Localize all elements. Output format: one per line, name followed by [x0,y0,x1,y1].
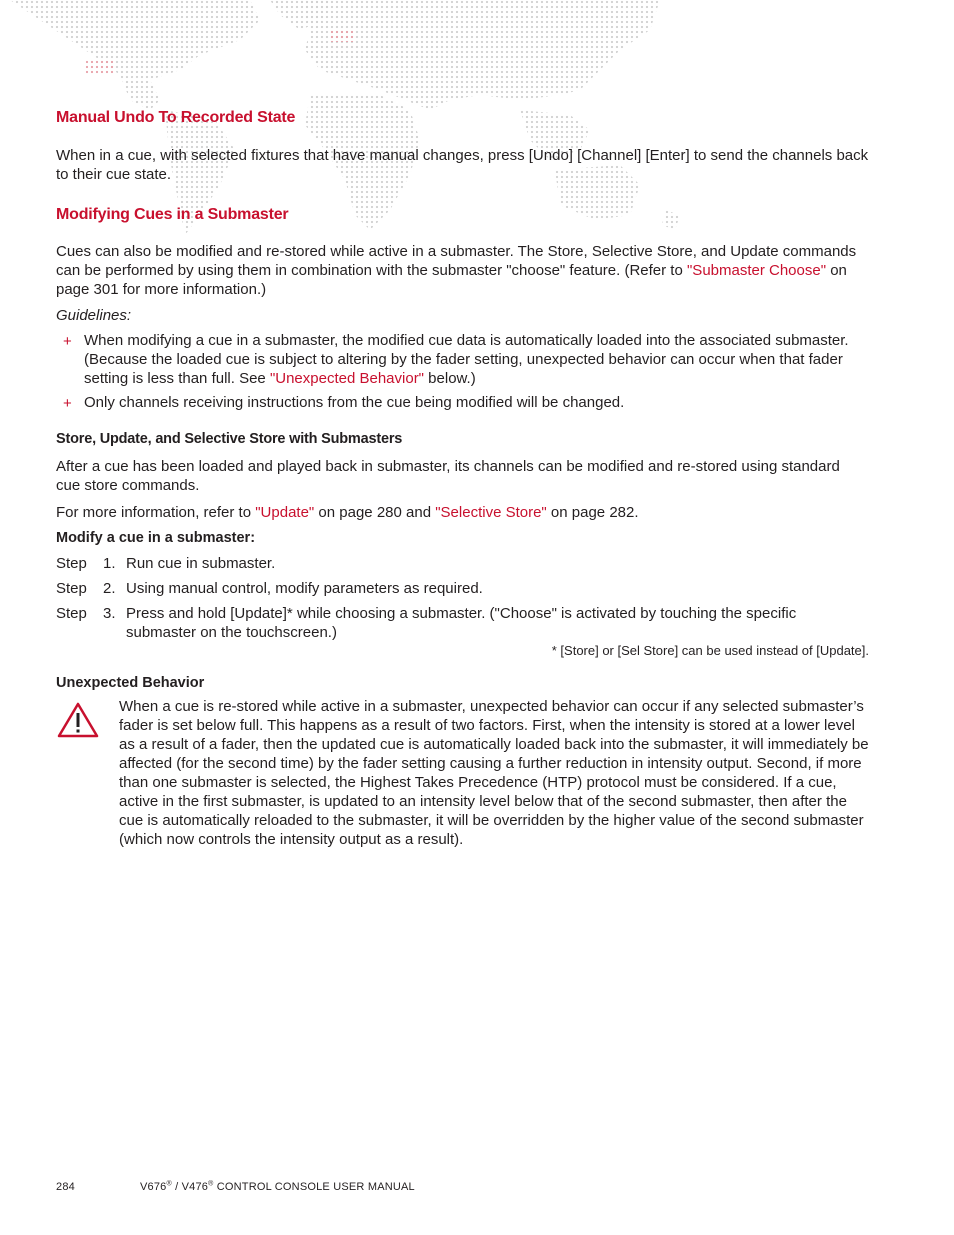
step-label: Step [56,555,87,572]
guideline-item-1: When modifying a cue in a submaster, the modified cue data is automatically loaded into the associated submaster. (Because the loaded cue is subject to altering by the fader setting, unexpected behavior can occur when that fader setting is less than full. See "Unexpected Behavior" below.) [84,332,849,387]
manual-undo-paragraph: When in a cue, with selected fixtures that have manual changes, press [Undo] [Channel] [Enter] to send the channels back to their cue state. [56,147,869,183]
guidelines-label: Guidelines: [56,307,132,324]
step-text: Using manual control, modify parameters as required. [126,580,483,597]
warning-triangle-icon [57,702,99,738]
section-heading-modifying-cues: Modifying Cues in a Submaster [56,206,289,223]
section-heading-unexpected-behavior: Unexpected Behavior [56,675,205,691]
page-number: 284 [56,1181,75,1193]
section-heading-manual-undo: Manual Undo To Recorded State [56,109,296,126]
step-label: Step [56,580,87,597]
step-text: Press and hold [Update]* while choosing a submaster. ("Choose" is activated by touching the specific submaster on the touchscreen.) [126,605,797,641]
submaster-choose-link[interactable]: "Submaster Choose" [686,262,827,279]
step-number: 2. [103,580,116,597]
step-number: 1. [103,555,116,572]
bullet-plus-icon: + [63,333,72,350]
manual-title: V676® / V476® CONTROL CONSOLE USER MANUAL [140,1180,415,1193]
step-number: 3. [103,605,116,622]
update-link[interactable]: "Update" [255,504,315,521]
bullet-plus-icon: + [63,395,72,412]
section-heading-store-update: Store, Update, and Selective Store with Submasters [56,431,403,447]
footnote: * [Store] or [Sel Store] can be used instead of [Update]. [551,643,869,658]
unexpected-behavior-paragraph: When a cue is re-stored while active in a submaster, unexpected behavior can occur if any selected submaster’s fader is set below full. This happens as a result of two factors. First, when the intensity is stored at a lower level as a result of a fader, then the updated cue is automatically loaded back into the submaster, it will immediately be affected (for the second time) by the fader setting causing a further reduction in intensity output. Second, if more than one submaster is selected, the Highest Takes Precedence (HTP) protocol must be considered. If a cue, active in the first submaster, is updated to an intensity level below that of the second submaster, then after the cue is automatically reloaded to the submaster, it will be overridden by the higher value of the second submaster (which now controls the intensity output as a result). [119,698,869,848]
step-text: Run cue in submaster. [126,555,276,572]
selective-store-link[interactable]: "Selective Store" [435,504,547,521]
procedure-title: Modify a cue in a submaster: [56,530,256,546]
more-info-reference: For more information, refer to "Update" on page 280 and "Selective Store" on page 282. [56,504,639,521]
step-label: Step [56,605,87,622]
store-update-paragraph: After a cue has been loaded and played back in submaster, its channels can be modified and re-stored using standard cue store commands. [56,458,840,494]
unexpected-behavior-link[interactable]: "Unexpected Behavior" [269,370,425,387]
guideline-item-2: Only channels receiving instructions from the cue being modified will be changed. [84,394,625,411]
modifying-cues-intro: Cues can also be modified and re-stored while active in a submaster. The Store, Selective Store, and Update commands can be performed by using them in combination with the submaster "choose" feature. (Refer to "Submaster Choose" on page 301 for more information.) [56,243,857,298]
